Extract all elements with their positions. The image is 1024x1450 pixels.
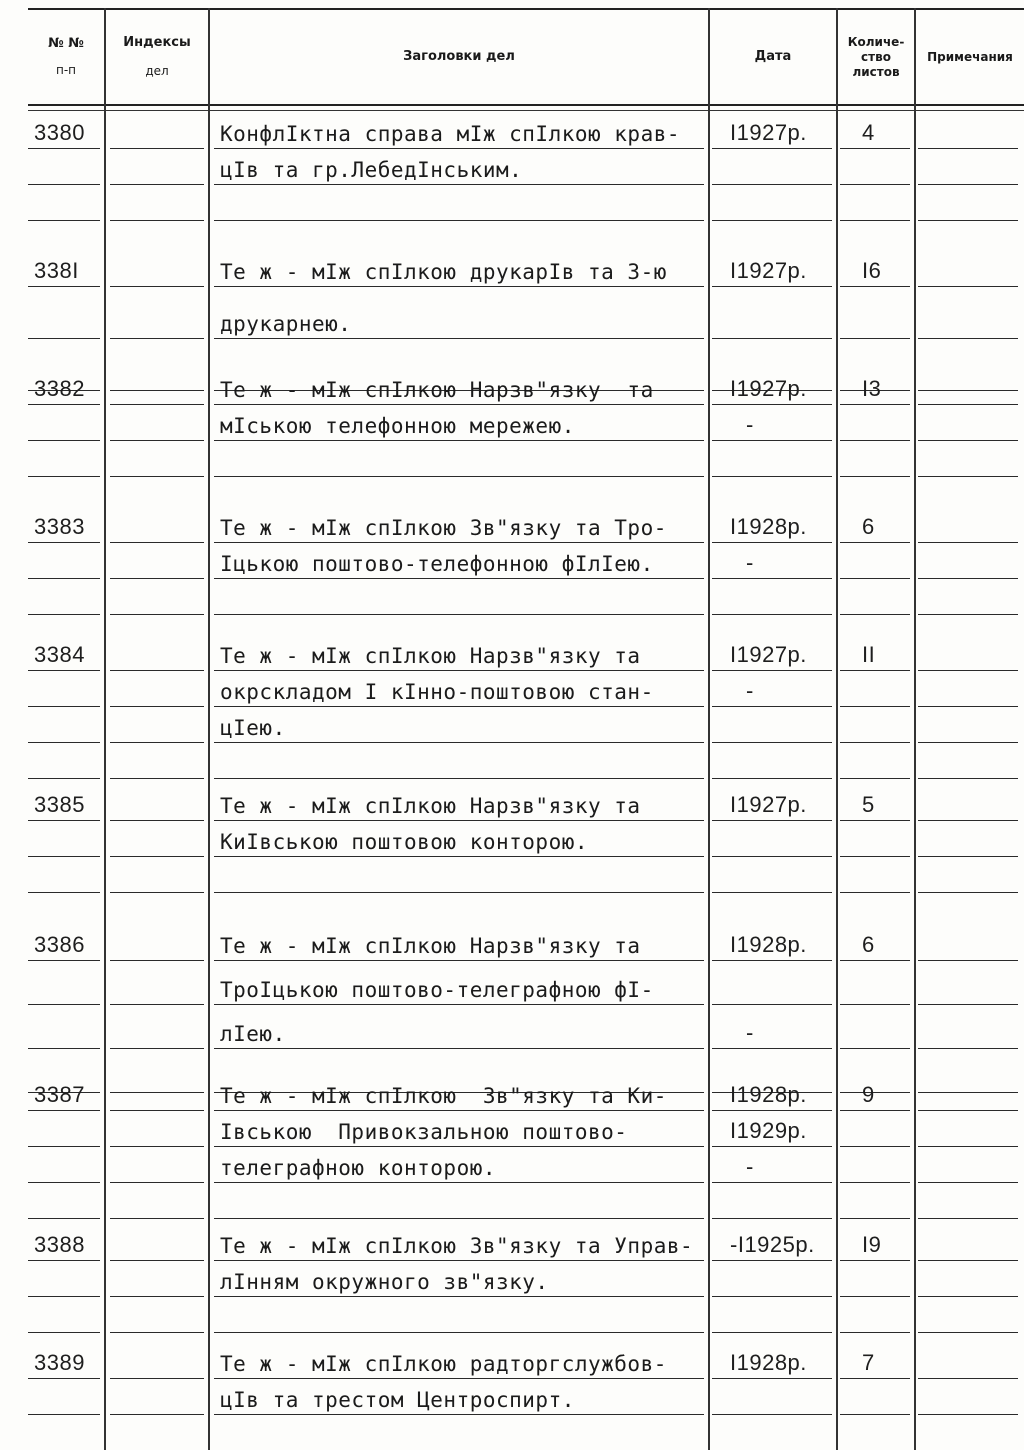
row-rule-notes bbox=[918, 1110, 1018, 1111]
row-title-line: лІнням окружного зв"язку. bbox=[220, 1270, 549, 1294]
table-row bbox=[0, 1350, 1024, 1450]
header-col-index bbox=[106, 10, 208, 104]
row-rule-title bbox=[214, 1146, 704, 1147]
row-rule-date bbox=[712, 440, 832, 441]
row-number: 3385 bbox=[34, 792, 85, 817]
row-rule-notes bbox=[918, 542, 1018, 543]
row-rule-date bbox=[712, 404, 832, 405]
row-rule-number bbox=[28, 1218, 100, 1219]
row-rule-number bbox=[28, 1332, 100, 1333]
row-rule-index bbox=[110, 706, 204, 707]
row-rule-notes bbox=[918, 148, 1018, 149]
header-col-notes-text: Примечания bbox=[927, 50, 1013, 64]
row-rule-index bbox=[110, 820, 204, 821]
row-rule-sheets bbox=[840, 778, 910, 779]
row-title-line: Те ж - мІж спІлкою Нарзв"язку та bbox=[220, 378, 654, 402]
row-rule-title bbox=[214, 440, 704, 441]
row-rule-notes bbox=[918, 742, 1018, 743]
row-rule-notes bbox=[918, 960, 1018, 961]
row-title-line: цІею. bbox=[220, 716, 286, 740]
row-rule-number bbox=[28, 856, 100, 857]
row-rule-title bbox=[214, 778, 704, 779]
header-col-title bbox=[210, 10, 708, 104]
row-sheet-count: 9 bbox=[862, 1082, 875, 1107]
row-rule-index bbox=[110, 1182, 204, 1183]
row-rule-sheets bbox=[840, 892, 910, 893]
header-col-date bbox=[710, 10, 836, 104]
header-col-notes bbox=[916, 10, 1024, 104]
row-rule-title bbox=[214, 1218, 704, 1219]
row-title-line: Те ж - мІж спІлкою Зв"язку та Ки- bbox=[220, 1084, 667, 1108]
row-number: 3389 bbox=[34, 1350, 85, 1375]
row-rule-number bbox=[28, 1004, 100, 1005]
row-rule-sheets bbox=[840, 614, 910, 615]
row-title-line: лІею. bbox=[220, 1022, 286, 1046]
row-rule-index bbox=[110, 1218, 204, 1219]
row-rule-date bbox=[712, 1182, 832, 1183]
row-title-line: Те ж - мІж спІлкою Нарзв"язку та bbox=[220, 644, 641, 668]
row-rule-title bbox=[214, 670, 704, 671]
row-rule-date bbox=[712, 1218, 832, 1219]
row-rule-number bbox=[28, 1414, 100, 1415]
row-rule-sheets bbox=[840, 476, 910, 477]
row-number: 3387 bbox=[34, 1082, 85, 1107]
row-rule-notes bbox=[918, 220, 1018, 221]
row-rule-date bbox=[712, 542, 832, 543]
row-title-line: Те ж - мІж спІлкою Зв"язку та Управ- bbox=[220, 1234, 694, 1258]
row-title-line: телеграфною конторою. bbox=[220, 1156, 497, 1180]
row-rule-sheets bbox=[840, 1182, 910, 1183]
row-rule-index bbox=[110, 1378, 204, 1379]
header-col-index-line1: Индексы bbox=[123, 35, 191, 50]
header-col-sheets bbox=[838, 10, 914, 104]
row-date: І1927р. bbox=[730, 258, 807, 283]
row-rule-index bbox=[110, 542, 204, 543]
row-rule-date bbox=[712, 1378, 832, 1379]
header-col-number-line1: № № bbox=[48, 36, 84, 51]
row-rule-sheets bbox=[840, 1146, 910, 1147]
row-rule-number bbox=[28, 1260, 100, 1261]
row-rule-notes bbox=[918, 820, 1018, 821]
header-col-date-text: Дата bbox=[754, 49, 792, 64]
row-title-line: Те ж - мІж спІлкою Нарзв"язку та bbox=[220, 934, 641, 958]
row-rule-sheets bbox=[840, 1048, 910, 1049]
row-rule-date bbox=[712, 148, 832, 149]
row-rule-number bbox=[28, 440, 100, 441]
row-rule-title bbox=[214, 1260, 704, 1261]
table-row bbox=[0, 120, 1024, 232]
row-rule-title bbox=[214, 856, 704, 857]
row-rule-notes bbox=[918, 1048, 1018, 1049]
row-number: 3380 bbox=[34, 120, 85, 145]
table-row bbox=[0, 1082, 1024, 1230]
row-rule-notes bbox=[918, 184, 1018, 185]
row-rule-number bbox=[28, 820, 100, 821]
row-rule-date bbox=[712, 578, 832, 579]
row-rule-index bbox=[110, 1414, 204, 1415]
row-rule-title bbox=[214, 1182, 704, 1183]
row-date: І1927р. bbox=[730, 642, 807, 667]
row-date: І1927р. bbox=[730, 120, 807, 145]
row-date: І1928р. bbox=[730, 932, 807, 957]
header-col-title-text: Заголовки дел bbox=[403, 49, 515, 64]
row-rule-notes bbox=[918, 614, 1018, 615]
row-rule-notes bbox=[918, 856, 1018, 857]
row-rule-title bbox=[214, 892, 704, 893]
row-rule-notes bbox=[918, 1296, 1018, 1297]
row-rule-sheets bbox=[840, 1332, 910, 1333]
row-rule-number bbox=[28, 778, 100, 779]
row-rule-date bbox=[712, 1260, 832, 1261]
row-rule-sheets bbox=[840, 404, 910, 405]
row-rule-sheets bbox=[840, 742, 910, 743]
header-col-number bbox=[28, 10, 104, 104]
row-rule-title bbox=[214, 578, 704, 579]
row-rule-notes bbox=[918, 1004, 1018, 1005]
row-date: І1927р. bbox=[730, 792, 807, 817]
row-rule-date bbox=[712, 1332, 832, 1333]
row-rule-number bbox=[28, 148, 100, 149]
row-title-line: цІв та гр.ЛебедІнським. bbox=[220, 158, 523, 182]
row-rule-number bbox=[28, 286, 100, 287]
row-rule-number bbox=[28, 578, 100, 579]
row-rule-index bbox=[110, 1004, 204, 1005]
row-rule-sheets bbox=[840, 148, 910, 149]
row-rule-index bbox=[110, 1146, 204, 1147]
table-row bbox=[0, 932, 1024, 1104]
row-rule-index bbox=[110, 1110, 204, 1111]
header-col-number-line2: п-п bbox=[55, 63, 77, 77]
row-title-line: цІв та трестом Центроспирт. bbox=[220, 1388, 575, 1412]
table-row bbox=[0, 1232, 1024, 1344]
row-rule-title bbox=[214, 1332, 704, 1333]
header-col-sheets-line2: ство bbox=[861, 49, 891, 64]
row-number: 3382 bbox=[34, 376, 85, 401]
row-date: - bbox=[746, 550, 754, 575]
row-rule-number bbox=[28, 1146, 100, 1147]
row-rule-index bbox=[110, 1260, 204, 1261]
row-number: 3386 bbox=[34, 932, 85, 957]
header-bottom-rule-thin bbox=[28, 110, 1024, 111]
header-col-sheets-line1: Количе- bbox=[847, 34, 905, 49]
row-rule-sheets bbox=[840, 1378, 910, 1379]
row-rule-number bbox=[28, 184, 100, 185]
row-rule-notes bbox=[918, 778, 1018, 779]
row-sheet-count: 4 bbox=[862, 120, 875, 145]
row-rule-number bbox=[28, 614, 100, 615]
row-date: І1929р. bbox=[730, 1118, 807, 1143]
row-rule-number bbox=[28, 220, 100, 221]
row-rule-notes bbox=[918, 1332, 1018, 1333]
row-rule-notes bbox=[918, 578, 1018, 579]
row-rule-index bbox=[110, 184, 204, 185]
row-rule-notes bbox=[918, 706, 1018, 707]
row-rule-number bbox=[28, 892, 100, 893]
row-rule-date bbox=[712, 286, 832, 287]
row-rule-title bbox=[214, 476, 704, 477]
row-rule-sheets bbox=[840, 670, 910, 671]
row-rule-title bbox=[214, 820, 704, 821]
row-rule-sheets bbox=[840, 1414, 910, 1415]
row-rule-sheets bbox=[840, 1218, 910, 1219]
row-sheet-count: І3 bbox=[862, 376, 882, 401]
row-rule-sheets bbox=[840, 856, 910, 857]
row-sheet-count: 6 bbox=[862, 932, 875, 957]
row-rule-sheets bbox=[840, 542, 910, 543]
row-date: - bbox=[746, 1020, 754, 1045]
row-rule-title bbox=[214, 706, 704, 707]
row-rule-notes bbox=[918, 440, 1018, 441]
row-title-line: КонфлІктна справа мІж спІлкою крав- bbox=[220, 122, 681, 146]
row-rule-index bbox=[110, 338, 204, 339]
row-title-line: окрскладом І кІнно-поштовою стан- bbox=[220, 680, 654, 704]
row-rule-notes bbox=[918, 670, 1018, 671]
row-rule-notes bbox=[918, 404, 1018, 405]
row-title-line: КиІвською поштовою конторою. bbox=[220, 830, 589, 854]
row-rule-title bbox=[214, 742, 704, 743]
table-row bbox=[0, 376, 1024, 488]
row-rule-index bbox=[110, 440, 204, 441]
row-rule-sheets bbox=[840, 1296, 910, 1297]
row-title-line: мІською телефонною мережею. bbox=[220, 414, 575, 438]
row-sheet-count: ІІ bbox=[862, 642, 876, 667]
row-title-line: Те ж - мІж спІлкою друкарІв та 3-ю bbox=[220, 260, 667, 284]
row-sheet-count: 6 bbox=[862, 514, 875, 539]
row-rule-date bbox=[712, 1110, 832, 1111]
row-rule-title bbox=[214, 1296, 704, 1297]
table-row bbox=[0, 514, 1024, 626]
row-rule-number bbox=[28, 476, 100, 477]
row-sheet-count: І9 bbox=[862, 1232, 882, 1257]
row-rule-title bbox=[214, 404, 704, 405]
row-rule-sheets bbox=[840, 1110, 910, 1111]
row-rule-date bbox=[712, 742, 832, 743]
row-rule-sheets bbox=[840, 960, 910, 961]
row-rule-number bbox=[28, 1182, 100, 1183]
row-rule-number bbox=[28, 542, 100, 543]
row-sheet-count: І6 bbox=[862, 258, 882, 283]
row-rule-date bbox=[712, 706, 832, 707]
row-title-line: друкарнею. bbox=[220, 312, 352, 336]
row-rule-date bbox=[712, 220, 832, 221]
row-rule-date bbox=[712, 476, 832, 477]
row-date: - bbox=[746, 678, 754, 703]
row-rule-index bbox=[110, 856, 204, 857]
row-rule-title bbox=[214, 338, 704, 339]
header-bottom-rule bbox=[28, 104, 1024, 106]
row-rule-number bbox=[28, 1378, 100, 1379]
row-rule-notes bbox=[918, 1146, 1018, 1147]
row-rule-index bbox=[110, 1332, 204, 1333]
row-rule-date bbox=[712, 1048, 832, 1049]
row-date: - bbox=[746, 412, 754, 437]
row-title-line: ТроІцькою поштово-телеграфною фІ- bbox=[220, 978, 654, 1002]
row-date: І1928р. bbox=[730, 1350, 807, 1375]
row-rule-date bbox=[712, 614, 832, 615]
row-rule-index bbox=[110, 1048, 204, 1049]
row-date: І1927р. bbox=[730, 376, 807, 401]
row-rule-title bbox=[214, 1004, 704, 1005]
row-rule-number bbox=[28, 404, 100, 405]
row-rule-number bbox=[28, 742, 100, 743]
row-rule-index bbox=[110, 778, 204, 779]
row-rule-title bbox=[214, 614, 704, 615]
row-rule-index bbox=[110, 220, 204, 221]
row-rule-notes bbox=[918, 286, 1018, 287]
row-title-line: Те ж - мІж спІлкою радторгслужбов- bbox=[220, 1352, 667, 1376]
row-rule-date bbox=[712, 820, 832, 821]
row-rule-notes bbox=[918, 1414, 1018, 1415]
row-rule-date bbox=[712, 856, 832, 857]
row-rule-title bbox=[214, 148, 704, 149]
row-rule-number bbox=[28, 960, 100, 961]
row-rule-notes bbox=[918, 338, 1018, 339]
row-rule-title bbox=[214, 960, 704, 961]
row-rule-date bbox=[712, 892, 832, 893]
row-rule-notes bbox=[918, 1218, 1018, 1219]
row-rule-notes bbox=[918, 1182, 1018, 1183]
table-row bbox=[0, 642, 1024, 790]
row-rule-title bbox=[214, 286, 704, 287]
row-rule-number bbox=[28, 1110, 100, 1111]
row-sheet-count: 7 bbox=[862, 1350, 875, 1375]
row-rule-sheets bbox=[840, 220, 910, 221]
row-rule-number bbox=[28, 1048, 100, 1049]
row-rule-notes bbox=[918, 1260, 1018, 1261]
row-rule-title bbox=[214, 1110, 704, 1111]
row-title-line: Те ж - мІж спІлкою Зв"язку та Тро- bbox=[220, 516, 667, 540]
row-rule-index bbox=[110, 960, 204, 961]
row-rule-date bbox=[712, 184, 832, 185]
row-rule-index bbox=[110, 404, 204, 405]
row-rule-number bbox=[28, 338, 100, 339]
row-rule-number bbox=[28, 670, 100, 671]
row-number: 3388 bbox=[34, 1232, 85, 1257]
row-rule-date bbox=[712, 1004, 832, 1005]
row-date: -І1925р. bbox=[730, 1232, 815, 1257]
row-rule-index bbox=[110, 148, 204, 149]
row-rule-title bbox=[214, 1048, 704, 1049]
row-rule-title bbox=[214, 1414, 704, 1415]
row-rule-sheets bbox=[840, 286, 910, 287]
row-rule-index bbox=[110, 286, 204, 287]
row-rule-date bbox=[712, 670, 832, 671]
row-rule-sheets bbox=[840, 338, 910, 339]
row-title-line: Івською Привокзальною поштово- bbox=[220, 1120, 628, 1144]
row-rule-sheets bbox=[840, 1260, 910, 1261]
row-rule-index bbox=[110, 614, 204, 615]
row-date: І1928р. bbox=[730, 514, 807, 539]
row-rule-sheets bbox=[840, 820, 910, 821]
header-col-sheets-line3: листов bbox=[852, 64, 900, 79]
row-date: - bbox=[746, 1154, 754, 1179]
row-rule-index bbox=[110, 476, 204, 477]
row-date: І1928р. bbox=[730, 1082, 807, 1107]
row-rule-sheets bbox=[840, 184, 910, 185]
row-sheet-count: 5 bbox=[862, 792, 875, 817]
row-rule-date bbox=[712, 778, 832, 779]
row-rule-date bbox=[712, 338, 832, 339]
row-rule-number bbox=[28, 706, 100, 707]
row-rule-notes bbox=[918, 1378, 1018, 1379]
row-title-line: Те ж - мІж спІлкою Нарзв"язку та bbox=[220, 794, 641, 818]
row-rule-date bbox=[712, 1414, 832, 1415]
row-title-line: Іцькою поштово-телефонною фІлІею. bbox=[220, 552, 654, 576]
row-rule-index bbox=[110, 742, 204, 743]
row-rule-sheets bbox=[840, 578, 910, 579]
table-row bbox=[0, 792, 1024, 904]
row-rule-date bbox=[712, 1146, 832, 1147]
row-rule-sheets bbox=[840, 706, 910, 707]
row-rule-index bbox=[110, 1296, 204, 1297]
row-rule-number bbox=[28, 1296, 100, 1297]
row-rule-index bbox=[110, 892, 204, 893]
row-rule-title bbox=[214, 220, 704, 221]
row-number: 3384 bbox=[34, 642, 85, 667]
row-number: 338І bbox=[34, 258, 79, 283]
row-rule-date bbox=[712, 960, 832, 961]
header-col-index-line2: дел bbox=[145, 64, 169, 78]
row-rule-sheets bbox=[840, 440, 910, 441]
row-rule-index bbox=[110, 578, 204, 579]
row-rule-date bbox=[712, 1296, 832, 1297]
row-rule-title bbox=[214, 1378, 704, 1379]
row-rule-index bbox=[110, 670, 204, 671]
row-rule-title bbox=[214, 184, 704, 185]
row-rule-sheets bbox=[840, 1004, 910, 1005]
row-number: 3383 bbox=[34, 514, 85, 539]
row-rule-notes bbox=[918, 892, 1018, 893]
row-rule-notes bbox=[918, 476, 1018, 477]
row-rule-title bbox=[214, 542, 704, 543]
